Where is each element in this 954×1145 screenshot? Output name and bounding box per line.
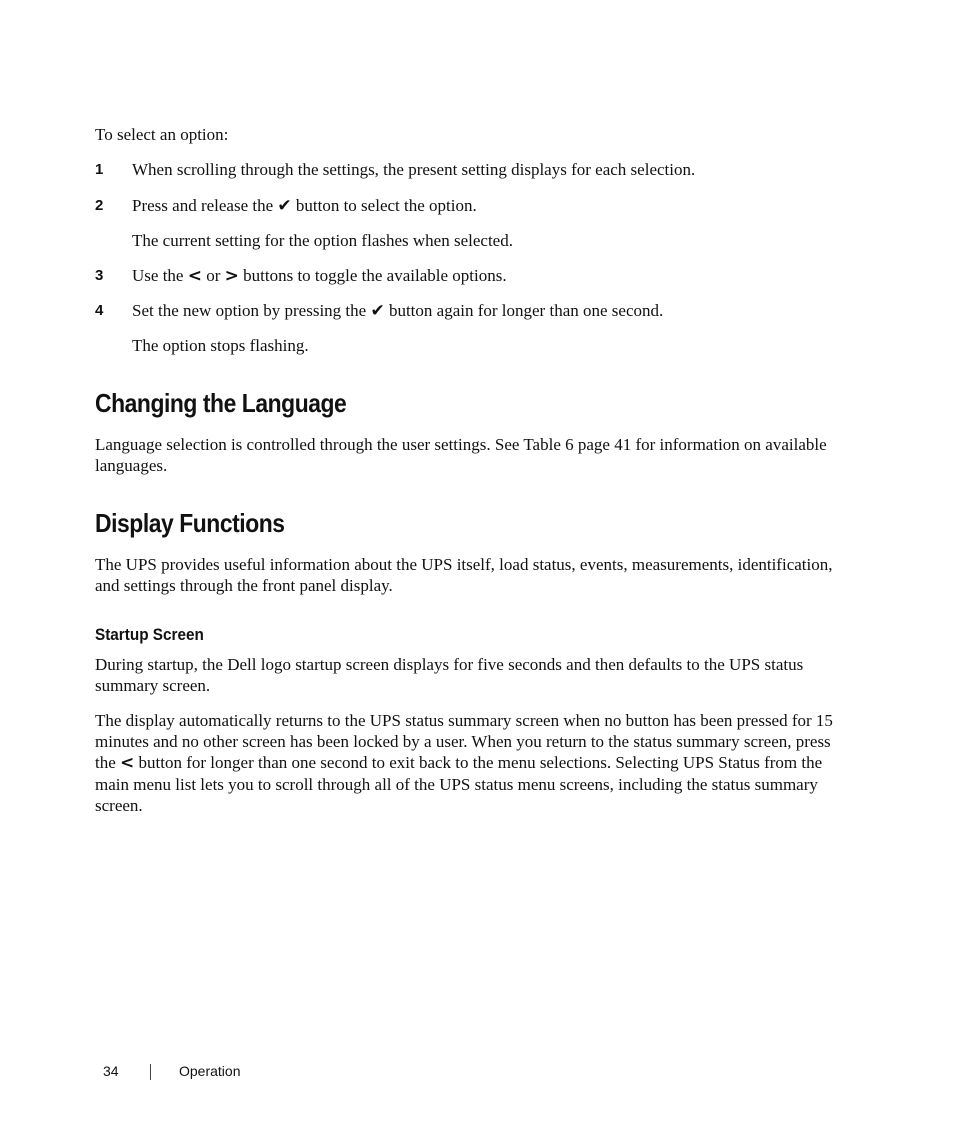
heading-startup-screen: Startup Screen xyxy=(95,625,204,644)
language-paragraph: Language selection is controlled through the user settings. See Table 6 page 41 for information on available languages. xyxy=(95,435,827,475)
display-functions-paragraph: The UPS provides useful information about the UPS itself, load status, events, measurements, identification, and settings through the front panel display. xyxy=(95,555,833,595)
footer-section-name: Operation xyxy=(179,1063,241,1079)
step-text: Set the new option by pressing the ✔ button again for longer than one second. xyxy=(132,301,664,321)
startup-paragraph-1: During startup, the Dell logo startup screen displays for five seconds and then defaults to the UPS status summary screen. xyxy=(95,655,804,695)
step-2-note: The current setting for the option flashes when selected. xyxy=(132,231,513,250)
heading-changing-language: Changing the Language xyxy=(95,388,347,418)
step-number: 2 xyxy=(95,197,104,214)
intro-text: To select an option: xyxy=(95,125,229,144)
check-icon: ✔ xyxy=(370,301,385,321)
step-text: When scrolling through the settings, the present setting displays for each selection. xyxy=(132,160,696,179)
heading-display-functions: Display Functions xyxy=(95,508,285,538)
step-number: 3 xyxy=(95,267,104,284)
step-text: Use the < or > buttons to toggle the available options. xyxy=(132,266,507,286)
startup-paragraph-2: The display automatically returns to the UPS status summary screen when no button has been pressed for 15 minutes and no other screen has been locked by a user. When you return to the status summary screen, press the < button for longer than one second to exit back to the menu selections. Selecting UPS Status from the main menu list lets you to scroll through all of the UPS status menu screens, including the status summary screen. xyxy=(95,711,833,815)
chevron-right-icon: > xyxy=(224,266,239,286)
footer-divider xyxy=(150,1064,151,1080)
page-number: 34 xyxy=(103,1063,119,1079)
step-number: 4 xyxy=(95,302,104,319)
check-icon: ✔ xyxy=(277,196,292,216)
step-4-note: The option stops flashing. xyxy=(132,336,309,355)
step-text: Press and release the ✔ button to select the option. xyxy=(132,196,477,216)
chevron-left-icon: < xyxy=(187,266,202,286)
chevron-left-icon: < xyxy=(120,753,135,773)
step-number: 1 xyxy=(95,161,104,178)
